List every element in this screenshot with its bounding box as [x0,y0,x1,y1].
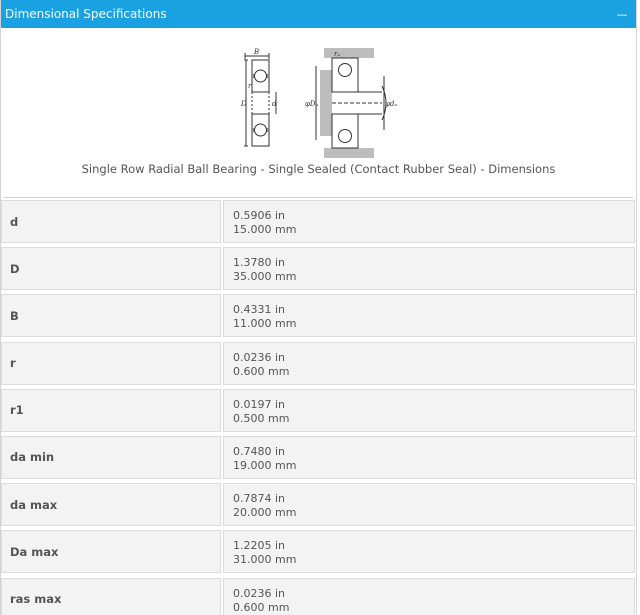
table-row [1,576,637,615]
table-row [1,434,637,481]
collapse-icon[interactable]: — [616,7,628,21]
dimension-value [223,436,635,479]
dimension-label: d [1,200,221,243]
label-da-outer: φDₐ [305,100,319,108]
dimension-value [223,483,635,526]
value-imperial: 0.0236 in [233,350,286,364]
dimension-value [223,294,635,337]
value-imperial: 0.0236 in [233,586,286,600]
dimension-label: da max [1,483,221,526]
value-metric: 15.000 mm [233,223,297,236]
value-imperial: 0.0197 in [233,397,286,411]
value-imperial: 1.2205 in [233,539,286,553]
label-d-outer: D [241,100,247,108]
label-ra: rₐ [334,50,340,58]
dimension-label: ras max [1,578,221,615]
value-metric: 31.000 mm [233,553,297,567]
table-row [1,198,637,245]
bearing-diagram [232,48,412,160]
mounting-diagram [316,48,386,158]
dimension-label: B [1,294,221,337]
dimension-label: Da max [1,530,221,573]
value-metric: 20.000 mm [233,506,297,520]
panel-title: Dimensional Specifications [5,7,167,21]
table-row [1,481,637,528]
label-b: B [254,48,260,56]
label-da-inner: φdₐ [385,100,398,108]
value-imperial: 0.7874 in [233,492,286,506]
label-d-inner: d [272,100,277,108]
table-row [1,528,637,575]
label-r: r [248,82,252,90]
dimension-value [223,389,635,432]
value-imperial: 0.4331 in [233,303,286,317]
dimension-value [223,578,635,615]
value-metric: 0.500 mm [233,411,290,425]
dimension-value [223,530,635,573]
value-metric: 19.000 mm [233,458,297,472]
dimension-value [223,342,635,385]
dimensions-table [1,198,637,615]
dimension-value [223,200,635,243]
bearing-figure [4,28,633,198]
dimension-value [223,247,635,290]
figure-caption: Single Row Radial Ball Bearing - Single Sealed (Contact Rubber Seal) - Dimensions [81,162,556,176]
value-imperial: 0.5906 in [233,209,286,222]
table-row [1,292,637,339]
table-row [1,387,637,434]
table-row [1,245,637,292]
dimension-label: r [1,342,221,385]
dimension-label: r1 [1,389,221,432]
value-metric: 0.600 mm [233,364,290,378]
value-imperial: 0.7480 in [233,444,286,458]
value-metric: 11.000 mm [233,317,297,331]
value-imperial: 1.3780 in [233,256,286,270]
value-metric: 35.000 mm [233,270,297,284]
table-row [1,340,637,387]
value-metric: 0.600 mm [233,600,290,614]
dimension-label: D [1,247,221,290]
panel-header[interactable] [1,0,636,28]
dimension-label: da min [1,436,221,479]
